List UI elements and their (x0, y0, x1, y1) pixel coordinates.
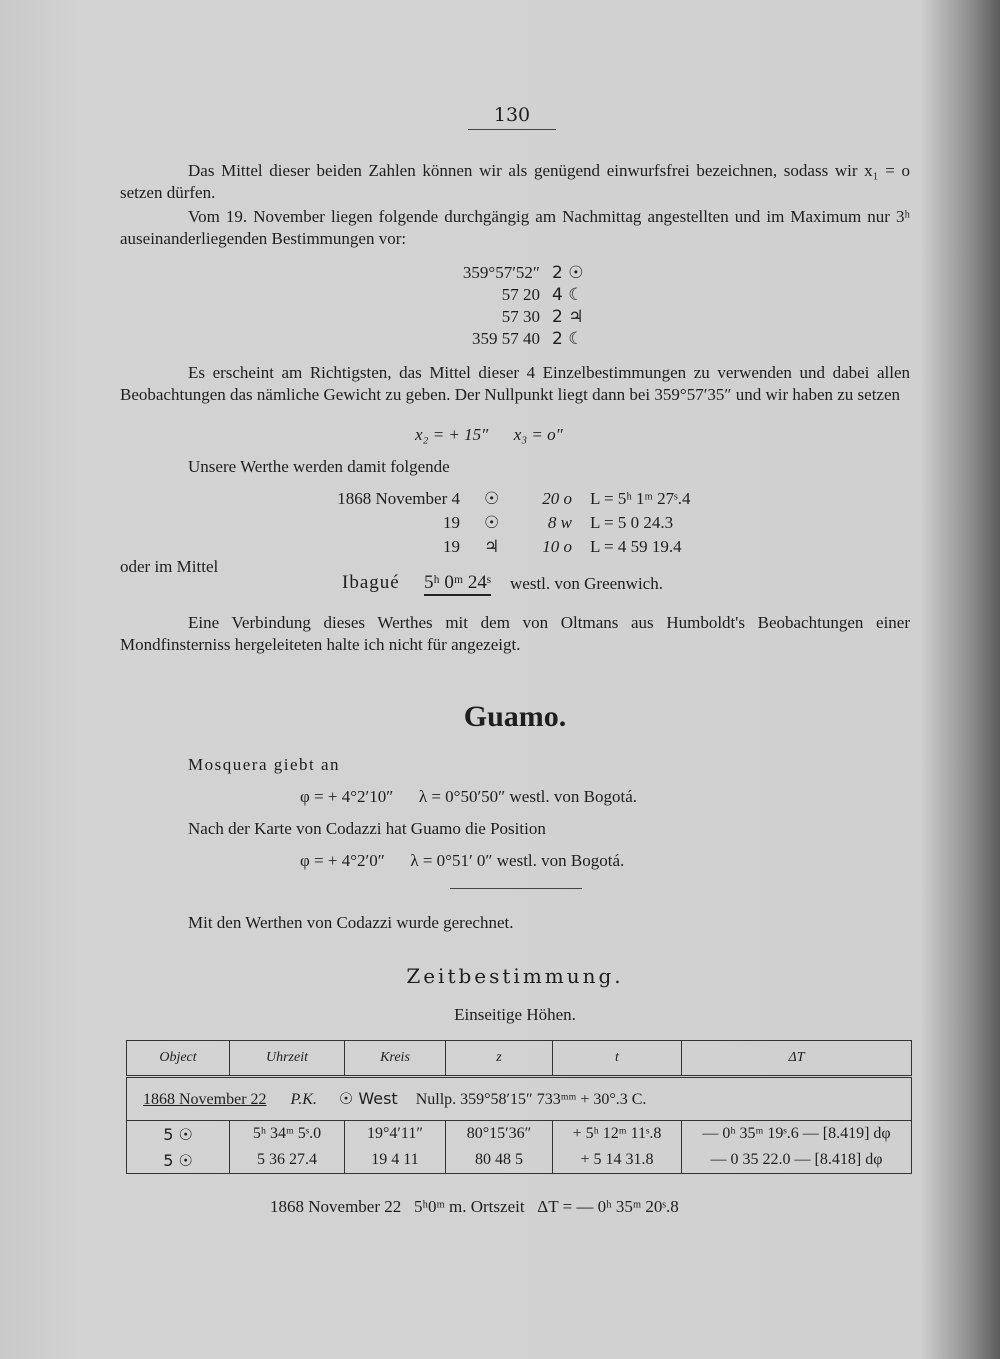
result-date: 19 (443, 513, 460, 532)
result-obs: 10 o (542, 537, 572, 556)
list-item-weight: 2 ☉ (552, 263, 584, 283)
result-L: L = 5ʰ 1ᵐ 27ˢ.4 (590, 489, 691, 508)
subheading-2: Einseitige Höhen. (454, 1005, 576, 1024)
result-symbol: ☉ (484, 489, 500, 509)
cell-uhrzeit: 5 36 27.4 (230, 1147, 345, 1174)
col-z: z (446, 1041, 553, 1077)
subheading: Zeitbestimmung. (406, 964, 624, 988)
col-delta-t: ΔT (682, 1041, 912, 1077)
table-row (127, 1121, 912, 1148)
obs-instrument: P.K. (290, 1091, 317, 1108)
table-header-row (127, 1041, 912, 1077)
result-date: 1868 November 4 (337, 489, 460, 508)
equation-2: φ = + 4°2′10″ λ = 0°50′50″ westl. von Bogotá. (300, 787, 638, 806)
mean-value: 5ʰ 0ᵐ 24ˢ (424, 572, 491, 596)
mean-place: Ibagué (342, 572, 400, 593)
paragraph-1: Das Mittel dieser beiden Zahlen können wir als genügend einwurfsfrei bezeichnen, sodass wir x₁ = o setzen dürfen. (120, 161, 910, 202)
cell-object: 5 ☉ (127, 1121, 230, 1148)
list-item-weight: 2 ☾ (552, 329, 584, 349)
divider (450, 888, 582, 889)
result-symbol: ☉ (484, 513, 500, 533)
col-uhrzeit: Uhrzeit (230, 1041, 345, 1077)
cell-kreis: 19°4′11″ (345, 1121, 446, 1148)
observation-table (126, 1040, 912, 1174)
equation-1: x₂ = + 15″ x₃ = o″ (415, 425, 563, 444)
codazzi-line: Nach der Karte von Codazzi hat Guamo die Position (188, 819, 546, 838)
footer-line: 1868 November 22 5ʰ0ᵐ m. Ortszeit ΔT = — 0ʰ 35ᵐ 20ˢ.8 (270, 1197, 679, 1216)
list-item-weight: 2 ♃ (552, 307, 584, 327)
cell-t: + 5 14 31.8 (553, 1147, 682, 1174)
page-number: 130 (468, 104, 556, 130)
list-item-value: 57 30 (501, 307, 540, 326)
table-row (127, 1147, 912, 1174)
paragraph-3: Es erscheint am Richtigsten, das Mittel dieser 4 Einzelbestimmungen zu verwenden und dabei allen Beobachtungen das nämliche Gewicht zu geben. Der Nullpunkt liegt dann bei 359°57′35″ und wir haben zu setzen (120, 363, 910, 404)
mosquera-line: Mosquera giebt an (188, 755, 341, 774)
result-L: L = 4 59 19.4 (590, 537, 682, 556)
list-item-value: 359°57′52″ (462, 263, 540, 282)
list-item-value: 57 20 (501, 285, 540, 304)
list-item-value: 359 57 40 (472, 329, 540, 348)
cell-uhrzeit: 5ʰ 34ᵐ 5ˢ.0 (230, 1121, 345, 1148)
result-obs: 8 w (547, 513, 572, 532)
paragraph-4: Unsere Werthe werden damit folgende (188, 457, 450, 476)
mean-label: oder im Mittel (120, 557, 219, 576)
result-symbol: ♃ (484, 537, 500, 557)
mean-suffix: westl. von Greenwich. (510, 574, 663, 593)
obs-info: Nullp. 359°58′15″ 733ᵐᵐ + 30°.3 C. (415, 1091, 647, 1108)
col-object: Object (127, 1041, 230, 1077)
result-L: L = 5 0 24.3 (590, 513, 674, 532)
result-date: 19 (443, 537, 460, 556)
cell-z: 80 48 5 (446, 1147, 553, 1174)
cell-delta-t: — 0ʰ 35ᵐ 19ˢ.6 — [8.419] dφ (702, 1125, 891, 1142)
result-obs: 20 o (542, 489, 572, 508)
cell-z: 80°15′36″ (446, 1121, 553, 1148)
col-kreis: Kreis (345, 1041, 446, 1077)
paragraph-6: Mit den Werthen von Codazzi wurde gerechnet. (188, 913, 514, 932)
table-row (127, 1077, 912, 1121)
paragraph-2: Vom 19. November liegen folgende durchgängig am Nachmittag angestellten und im Maximum nur 3ʰ auseinanderliegenden Bestimmungen vor: (120, 207, 910, 248)
col-t: t (553, 1041, 682, 1077)
equation-3: φ = + 4°2′0″ λ = 0°51′ 0″ westl. von Bogotá. (300, 851, 625, 870)
obs-date: 1868 November 22 (143, 1091, 267, 1108)
cell-kreis: 19 4 11 (345, 1147, 446, 1174)
cell-delta-t: — 0 35 22.0 — [8.418] dφ (710, 1151, 883, 1168)
cell-t: + 5ʰ 12ᵐ 11ˢ.8 (553, 1121, 682, 1148)
paragraph-5: Eine Verbindung dieses Werthes mit dem von Oltmans aus Humboldt's Beobachtungen einer Mondfinsterniss hergeleiteten halte ich nicht für angezeigt. (120, 613, 910, 654)
list-item-weight: 4 ☾ (552, 285, 584, 305)
obs-position: ☉ West (338, 1089, 398, 1108)
cell-object: 5 ☉ (127, 1147, 230, 1174)
section-heading: Guamo. (463, 700, 567, 733)
